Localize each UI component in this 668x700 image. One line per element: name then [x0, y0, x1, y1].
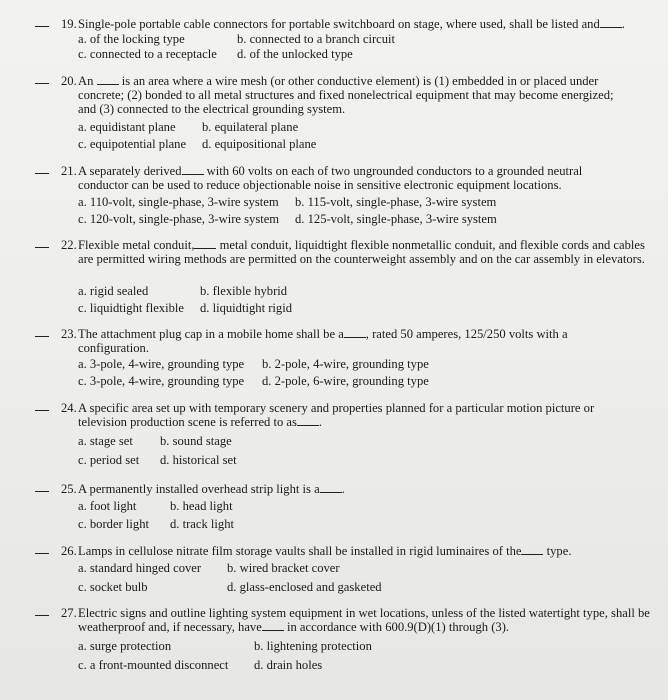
- option-c: c. connected to a receptacle: [78, 47, 217, 61]
- option-d: d. of the unlocked type: [237, 47, 353, 61]
- option-a: a. standard hinged cover: [78, 561, 202, 575]
- answer-blank[interactable]: [35, 410, 49, 411]
- option-a: a. surge protection: [78, 639, 172, 653]
- stem-text-end: is an area where a wire mesh (or other conductive element) is (1) embedded in or placed under concrete; (2) bonded to all metal structures and fixed nonelectrical equipment that may become energized; and (3) connected to the electrical grounding system.: [78, 74, 614, 117]
- option-b: b. flexible hybrid: [200, 284, 288, 298]
- question-stem: [78, 544, 653, 558]
- answer-blank[interactable]: [35, 553, 49, 554]
- stem-text-end: with 60 volts on each of two ungrounded conductors to a grounded neutral conductor can be used to reduce objectionable noise in sensitive electronic equipment locations.: [78, 164, 583, 193]
- option-d: d. historical set: [160, 453, 237, 467]
- option-b: b. head light: [170, 499, 233, 513]
- stem-text-end: metal conduit, liquidtight flexible nonmetallic conduit, and flexible cords and cables are permitted wiring methods are permitted on the counterweight assembly and on the car assembly in elevators.: [78, 238, 645, 267]
- question-number: 23.: [61, 327, 77, 341]
- option-c: c. liquidtight flexible: [78, 301, 184, 315]
- option-d: d. drain holes: [254, 658, 323, 672]
- stem-text: A specific area set up with temporary scenery and properties planned for a particular motion picture or television production scene is referred to as: [78, 401, 595, 430]
- question-stem: [78, 401, 623, 429]
- option-a: a. 110-volt, single-phase, 3-wire system: [78, 195, 279, 209]
- option-d: d. glass-enclosed and gasketed: [227, 580, 382, 594]
- option-b: b. 115-volt, single-phase, 3-wire system: [295, 195, 497, 209]
- option-c: c. a front-mounted disconnect: [78, 658, 229, 672]
- stem-text-end: type.: [546, 544, 572, 558]
- answer-blank[interactable]: [35, 615, 49, 616]
- question-stem: [78, 74, 623, 117]
- fill-in-blank: [320, 482, 342, 493]
- option-a: a. 3-pole, 4-wire, grounding type: [78, 357, 245, 371]
- question-number: 20.: [61, 74, 77, 88]
- stem-text: An: [78, 74, 94, 88]
- question-number: 19.: [61, 17, 77, 31]
- answer-blank[interactable]: [35, 491, 49, 492]
- question-number: 27.: [61, 606, 77, 620]
- stem-text: Electric signs and outline lighting system equipment in wet locations, unless of the listed watertight type, shall be weatherproof and, if necessary, have: [78, 606, 650, 635]
- answer-blank[interactable]: [35, 173, 49, 174]
- question-stem: [78, 482, 638, 496]
- option-c: c. border light: [78, 517, 149, 531]
- question-stem: [78, 327, 598, 355]
- stem-text-end: .: [318, 415, 323, 430]
- stem-text-end: .: [341, 482, 345, 496]
- option-c: c. socket bulb: [78, 580, 148, 594]
- question-stem: [78, 17, 658, 31]
- option-d: d. liquidtight rigid: [200, 301, 293, 315]
- option-b: b. connected to a branch circuit: [237, 32, 396, 46]
- stem-text-end: .: [621, 17, 625, 31]
- option-a: a. equidistant plane: [78, 120, 176, 134]
- fill-in-blank: [344, 327, 366, 338]
- question-stem: [78, 606, 658, 634]
- answer-blank[interactable]: [35, 26, 49, 27]
- question-number: 21.: [61, 164, 77, 178]
- fill-in-blank: [97, 74, 119, 85]
- stem-text: The attachment plug cap in a mobile home shall be a: [78, 327, 344, 341]
- option-c: c. 120-volt, single-phase, 3-wire system: [78, 212, 280, 226]
- stem-text-end: , rated 50 amperes, 125/250 volts with a configuration.: [78, 327, 568, 356]
- option-c: c. 3-pole, 4-wire, grounding type: [78, 374, 245, 388]
- option-d: d. 2-pole, 6-wire, grounding type: [262, 374, 429, 388]
- stem-text: A permanently installed overhead strip light is a: [78, 482, 320, 496]
- option-d: d. track light: [170, 517, 235, 531]
- question-number: 24.: [61, 401, 77, 415]
- option-b: b. sound stage: [160, 434, 232, 448]
- answer-blank[interactable]: [35, 83, 49, 84]
- option-b: b. 2-pole, 4-wire, grounding type: [262, 357, 429, 371]
- option-b: b. equilateral plane: [202, 120, 299, 134]
- question-stem: [78, 164, 618, 192]
- question-stem: [78, 238, 653, 266]
- answer-blank[interactable]: [35, 247, 49, 248]
- option-b: b. wired bracket cover: [227, 561, 340, 575]
- stem-text: Lamps in cellulose nitrate film storage vaults shall be installed in rigid luminaires of the: [78, 544, 522, 558]
- fill-in-blank: [600, 17, 622, 28]
- option-a: a. stage set: [78, 434, 133, 448]
- option-b: b. lightening protection: [254, 639, 372, 653]
- fill-in-blank: [262, 620, 284, 631]
- stem-text: Single-pole portable cable connectors for portable switchboard on stage, where used, shall be listed and: [78, 17, 600, 31]
- fill-in-blank: [194, 238, 216, 249]
- option-c: c. equipotential plane: [78, 137, 187, 151]
- answer-blank[interactable]: [35, 336, 49, 337]
- stem-text: Flexible metal conduit,: [78, 238, 195, 252]
- stem-text-end: in accordance with 600.9(D)(1) through (3).: [286, 620, 510, 635]
- question-number: 26.: [61, 544, 77, 558]
- option-a: a. rigid sealed: [78, 284, 149, 298]
- option-a: a. foot light: [78, 499, 137, 513]
- fill-in-blank: [297, 415, 319, 426]
- question-number: 22.: [61, 238, 77, 252]
- question-number: 25.: [61, 482, 77, 496]
- option-d: d. equipositional plane: [202, 137, 317, 151]
- option-a: a. of the locking type: [78, 32, 185, 46]
- option-d: d. 125-volt, single-phase, 3-wire system: [295, 212, 497, 226]
- option-c: c. period set: [78, 453, 140, 467]
- stem-text: A separately derived: [78, 164, 182, 178]
- fill-in-blank: [182, 164, 204, 175]
- fill-in-blank: [521, 544, 543, 555]
